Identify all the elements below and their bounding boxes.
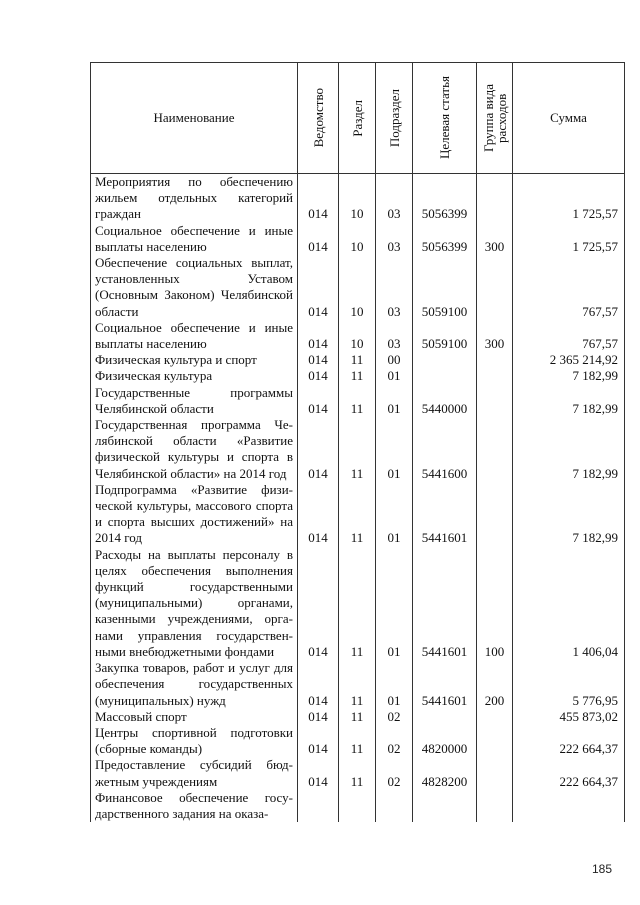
header-section: Раздел xyxy=(339,63,376,174)
cell-section: 11 xyxy=(339,385,376,417)
cell-dept: 014 xyxy=(298,352,339,368)
cell-section: 10 xyxy=(339,320,376,352)
cell-name: Центры спортивной подготовки (сборные команды) xyxy=(91,725,298,757)
cell-dept xyxy=(298,790,339,822)
cell-group xyxy=(477,790,513,822)
table-row xyxy=(91,223,625,255)
cell-dept: 014 xyxy=(298,482,339,547)
cell-section: 10 xyxy=(339,223,376,255)
cell-subsection: 01 xyxy=(376,417,413,482)
cell-name: Государственные программы Челябинской области xyxy=(91,385,298,417)
cell-subsection: 02 xyxy=(376,757,413,789)
cell-dept: 014 xyxy=(298,320,339,352)
table-row xyxy=(91,417,625,482)
table-row xyxy=(91,660,625,709)
cell-target: 5059100 xyxy=(413,255,477,320)
cell-subsection: 02 xyxy=(376,709,413,725)
cell-subsection: 01 xyxy=(376,368,413,384)
cell-dept: 014 xyxy=(298,725,339,757)
cell-group xyxy=(477,482,513,547)
cell-sum: 1 725,57 xyxy=(513,223,625,255)
cell-target: 5441601 xyxy=(413,660,477,709)
table-row xyxy=(91,547,625,660)
cell-group xyxy=(477,725,513,757)
cell-group xyxy=(477,417,513,482)
cell-subsection: 03 xyxy=(376,255,413,320)
cell-name: Подпрограмма «Развитие физической культуры, массового спорта и спорта высших достижений» на 2014 год xyxy=(91,482,298,547)
table-row xyxy=(91,725,625,757)
cell-target: 5441600 xyxy=(413,417,477,482)
cell-dept: 014 xyxy=(298,417,339,482)
cell-target xyxy=(413,368,477,384)
cell-sum: 2 365 214,92 xyxy=(513,352,625,368)
table-row xyxy=(91,385,625,417)
cell-subsection xyxy=(376,790,413,822)
table-row xyxy=(91,255,625,320)
header-row xyxy=(91,63,625,174)
cell-target xyxy=(413,709,477,725)
cell-sum: 7 182,99 xyxy=(513,385,625,417)
table-row xyxy=(91,709,625,725)
cell-sum: 222 664,37 xyxy=(513,757,625,789)
cell-group xyxy=(477,385,513,417)
table-row xyxy=(91,482,625,547)
cell-target xyxy=(413,790,477,822)
table-row xyxy=(91,790,625,822)
cell-dept: 014 xyxy=(298,223,339,255)
cell-sum: 1 406,04 xyxy=(513,547,625,660)
cell-dept: 014 xyxy=(298,368,339,384)
cell-section xyxy=(339,790,376,822)
cell-target: 5056399 xyxy=(413,174,477,223)
cell-subsection: 01 xyxy=(376,482,413,547)
cell-sum xyxy=(513,790,625,822)
table-row xyxy=(91,320,625,352)
cell-sum: 5 776,95 xyxy=(513,660,625,709)
cell-name: Закупка товаров, работ и услуг для обеспечения государственных (муниципальных) нужд xyxy=(91,660,298,709)
cell-subsection: 01 xyxy=(376,385,413,417)
table-row xyxy=(91,352,625,368)
cell-sum: 767,57 xyxy=(513,320,625,352)
cell-group: 300 xyxy=(477,320,513,352)
cell-section: 10 xyxy=(339,174,376,223)
cell-target: 5056399 xyxy=(413,223,477,255)
cell-group xyxy=(477,174,513,223)
cell-group: 100 xyxy=(477,547,513,660)
cell-subsection: 03 xyxy=(376,223,413,255)
cell-name: Социальное обеспечение и иные выплаты населению xyxy=(91,320,298,352)
cell-sum: 1 725,57 xyxy=(513,174,625,223)
cell-sum: 7 182,99 xyxy=(513,368,625,384)
table-row xyxy=(91,174,625,223)
header-sum: Сумма xyxy=(513,63,625,174)
cell-group xyxy=(477,757,513,789)
page-number: 185 xyxy=(592,862,613,876)
cell-name: Расходы на выплаты персоналу в целях обеспечения выполнения функций государственными (муниципальными) органами, казенными учреждениями, органами управления государственными внебюджетными фондами xyxy=(91,547,298,660)
cell-subsection: 03 xyxy=(376,174,413,223)
cell-target: 4828200 xyxy=(413,757,477,789)
cell-dept: 014 xyxy=(298,385,339,417)
header-subsection: Подраздел xyxy=(376,63,413,174)
cell-subsection: 00 xyxy=(376,352,413,368)
cell-group xyxy=(477,352,513,368)
cell-dept: 014 xyxy=(298,174,339,223)
cell-sum: 222 664,37 xyxy=(513,725,625,757)
cell-section: 11 xyxy=(339,482,376,547)
cell-target: 5441601 xyxy=(413,482,477,547)
header-name: Наименование xyxy=(91,63,298,174)
cell-name: Государственная программа Челябинской области «Развитие физической культуры и спорта в Челябинской области» на 2014 год xyxy=(91,417,298,482)
cell-section: 10 xyxy=(339,255,376,320)
cell-section: 11 xyxy=(339,725,376,757)
cell-dept: 014 xyxy=(298,660,339,709)
cell-name: Мероприятия по обеспечению жильем отдельных категорий граждан xyxy=(91,174,298,223)
cell-name: Массовый спорт xyxy=(91,709,298,725)
cell-group xyxy=(477,709,513,725)
header-target: Целевая статья xyxy=(413,63,477,174)
cell-name: Физическая культура xyxy=(91,368,298,384)
cell-group: 200 xyxy=(477,660,513,709)
cell-target: 5059100 xyxy=(413,320,477,352)
cell-name: Социальное обеспечение и иные выплаты населению xyxy=(91,223,298,255)
cell-dept: 014 xyxy=(298,255,339,320)
cell-dept: 014 xyxy=(298,547,339,660)
cell-name: Обеспечение социальных выплат, установленных Уставом (Основным Законом) Челябинской области xyxy=(91,255,298,320)
header-group: Группа вида расходов xyxy=(477,63,513,174)
cell-subsection: 03 xyxy=(376,320,413,352)
cell-sum: 7 182,99 xyxy=(513,482,625,547)
cell-subsection: 02 xyxy=(376,725,413,757)
cell-section: 11 xyxy=(339,660,376,709)
cell-name: Финансовое обеспечение государственного задания на оказа- xyxy=(91,790,298,822)
cell-section: 11 xyxy=(339,352,376,368)
cell-group xyxy=(477,255,513,320)
cell-target xyxy=(413,352,477,368)
cell-section: 11 xyxy=(339,547,376,660)
cell-section: 11 xyxy=(339,709,376,725)
budget-table xyxy=(90,62,625,822)
cell-section: 11 xyxy=(339,368,376,384)
cell-section: 11 xyxy=(339,757,376,789)
cell-sum: 455 873,02 xyxy=(513,709,625,725)
cell-target: 5440000 xyxy=(413,385,477,417)
cell-section: 11 xyxy=(339,417,376,482)
cell-subsection: 01 xyxy=(376,547,413,660)
cell-target: 5441601 xyxy=(413,547,477,660)
cell-target: 4820000 xyxy=(413,725,477,757)
cell-sum: 7 182,99 xyxy=(513,417,625,482)
cell-name: Физическая культура и спорт xyxy=(91,352,298,368)
table-row xyxy=(91,368,625,384)
cell-sum: 767,57 xyxy=(513,255,625,320)
table-row xyxy=(91,757,625,789)
cell-group: 300 xyxy=(477,223,513,255)
cell-group xyxy=(477,368,513,384)
cell-name: Предоставление субсидий бюджетным учреждениям xyxy=(91,757,298,789)
cell-subsection: 01 xyxy=(376,660,413,709)
cell-dept: 014 xyxy=(298,757,339,789)
header-dept: Ведомство xyxy=(298,63,339,174)
cell-dept: 014 xyxy=(298,709,339,725)
